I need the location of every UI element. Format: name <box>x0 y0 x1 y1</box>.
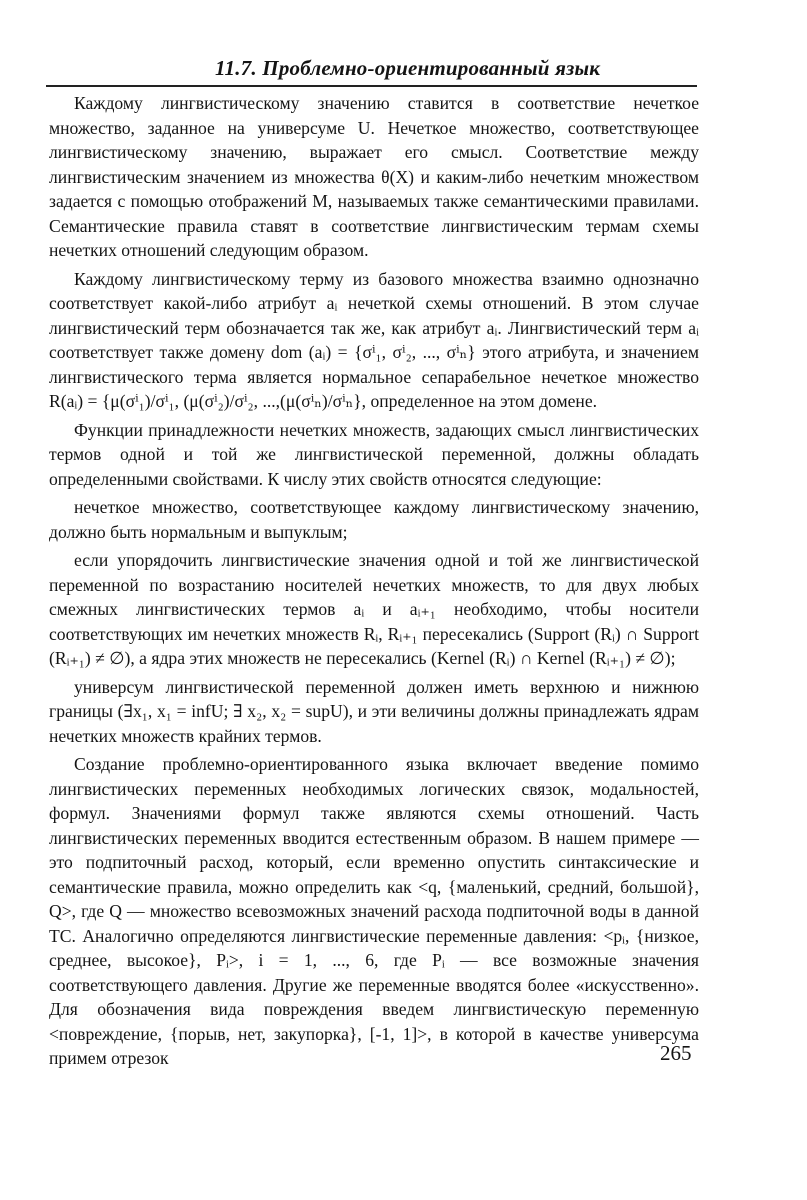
paragraph-universe-bounds: универсум лингвистической переменной должен иметь верхнюю и нижнюю границы (∃x₁, x₁ = infU; ∃ x₂, x₂ = supU), и эти величины должны принадлежать ядрам нечетких множеств крайних термов. <box>49 676 699 746</box>
body-text <box>49 91 699 1075</box>
running-head: 11.7. Проблемно-ориентированный язык <box>215 56 601 80</box>
paragraph-normal-convex: нечеткое множество, соответствующее каждому лингвистическому значению, должно быть нормальным и выпуклым; <box>49 497 699 542</box>
paragraph-ordering-supports: если упорядочить лингвистические значения одной и той же лингвистической переменной по возрастанию носителей нечетких множеств, то для двух любых смежных лингвистических термов aᵢ и aᵢ₊₁ необходимо, чтобы носители соответствующих им нечетких множеств Rᵢ, Rᵢ₊₁ пересекались (Support (Rᵢ) ∩ Support (Rᵢ₊₁) ≠ ∅), а ядра этих множеств не пересекались (Kernel (Rᵢ) ∩ Kernel (Rᵢ₊₁) ≠ ∅); <box>49 550 699 668</box>
page-number: 265 <box>660 1041 692 1065</box>
header-rule <box>46 85 697 87</box>
paragraph-membership-functions: Функции принадлежности нечетких множеств, задающих смысл лингвистических термов одной и той же лингвистической переменной, должны обладать определенными свойствами. К числу этих свойств относятся следующие: <box>49 419 699 489</box>
paragraph-problem-oriented-language: Создание проблемно-ориентированного языка включает введение помимо лингвистических переменных необходимых логических связок, модальностей, формул. Значениями формул также являются схемы отношений. Часть лингвистических переменных вводится естественным образом. В нашем примере — это подпиточный расход, который, если временно опустить синтаксические и семантические правила, можно определить как <q, {маленький, средний, большой}, Q>, где Q — множество всевозможных значений расхода подпиточной воды в данной ТС. Аналогично определяются лингвистические переменные давления: <pᵢ, {низкое, среднее, высокое}, Pᵢ>, i = 1, ..., 6, где Pᵢ — все возможные значения соответствующего давления. Другие же переменные вводятся более «искусственно». Для обозначения вида повреждения введем лингвистическую переменную <повреждение, {порыв, нет, закупорка}, [-1, 1]>, в которой в качестве универсума примем отрезок <box>49 754 699 1068</box>
paragraph-linguistic-term: Каждому лингвистическому терму из базового множества взаимно однозначно соответствует какой-либо атрибут aᵢ нечеткой схемы отношений. В этом случае лингвистический терм обозначается так же, как атрибут aᵢ. Лингвистический терм aᵢ соответствует также домену dom (aᵢ) = {σⁱ₁, σⁱ₂, ..., σⁱₙ} этого атрибута, и значением лингвистического терма является нормальное сепарабельное нечеткое множество R(aᵢ) = {μ(σⁱ₁)/σⁱ₁, (μ(σⁱ₂)/σⁱ₂, ...,(μ(σⁱₙ)/σⁱₙ}, определенное на этом домене. <box>49 268 699 411</box>
paragraph-fuzzy-set-mapping: Каждому лингвистическому значению ставится в соответствие нечеткое множество, заданное на универсуме U. Нечеткое множество, соответствующее лингвистическому значению, выражает его смысл. Соответствие между лингвистическим значением из множества θ(X) и каким-либо нечетким множеством задается с помощью отображений M, называемых также семантическими правилами. Семантические правила ставят в соответствие лингвистическим термам схемы нечетких отношений следующим образом. <box>49 93 699 260</box>
